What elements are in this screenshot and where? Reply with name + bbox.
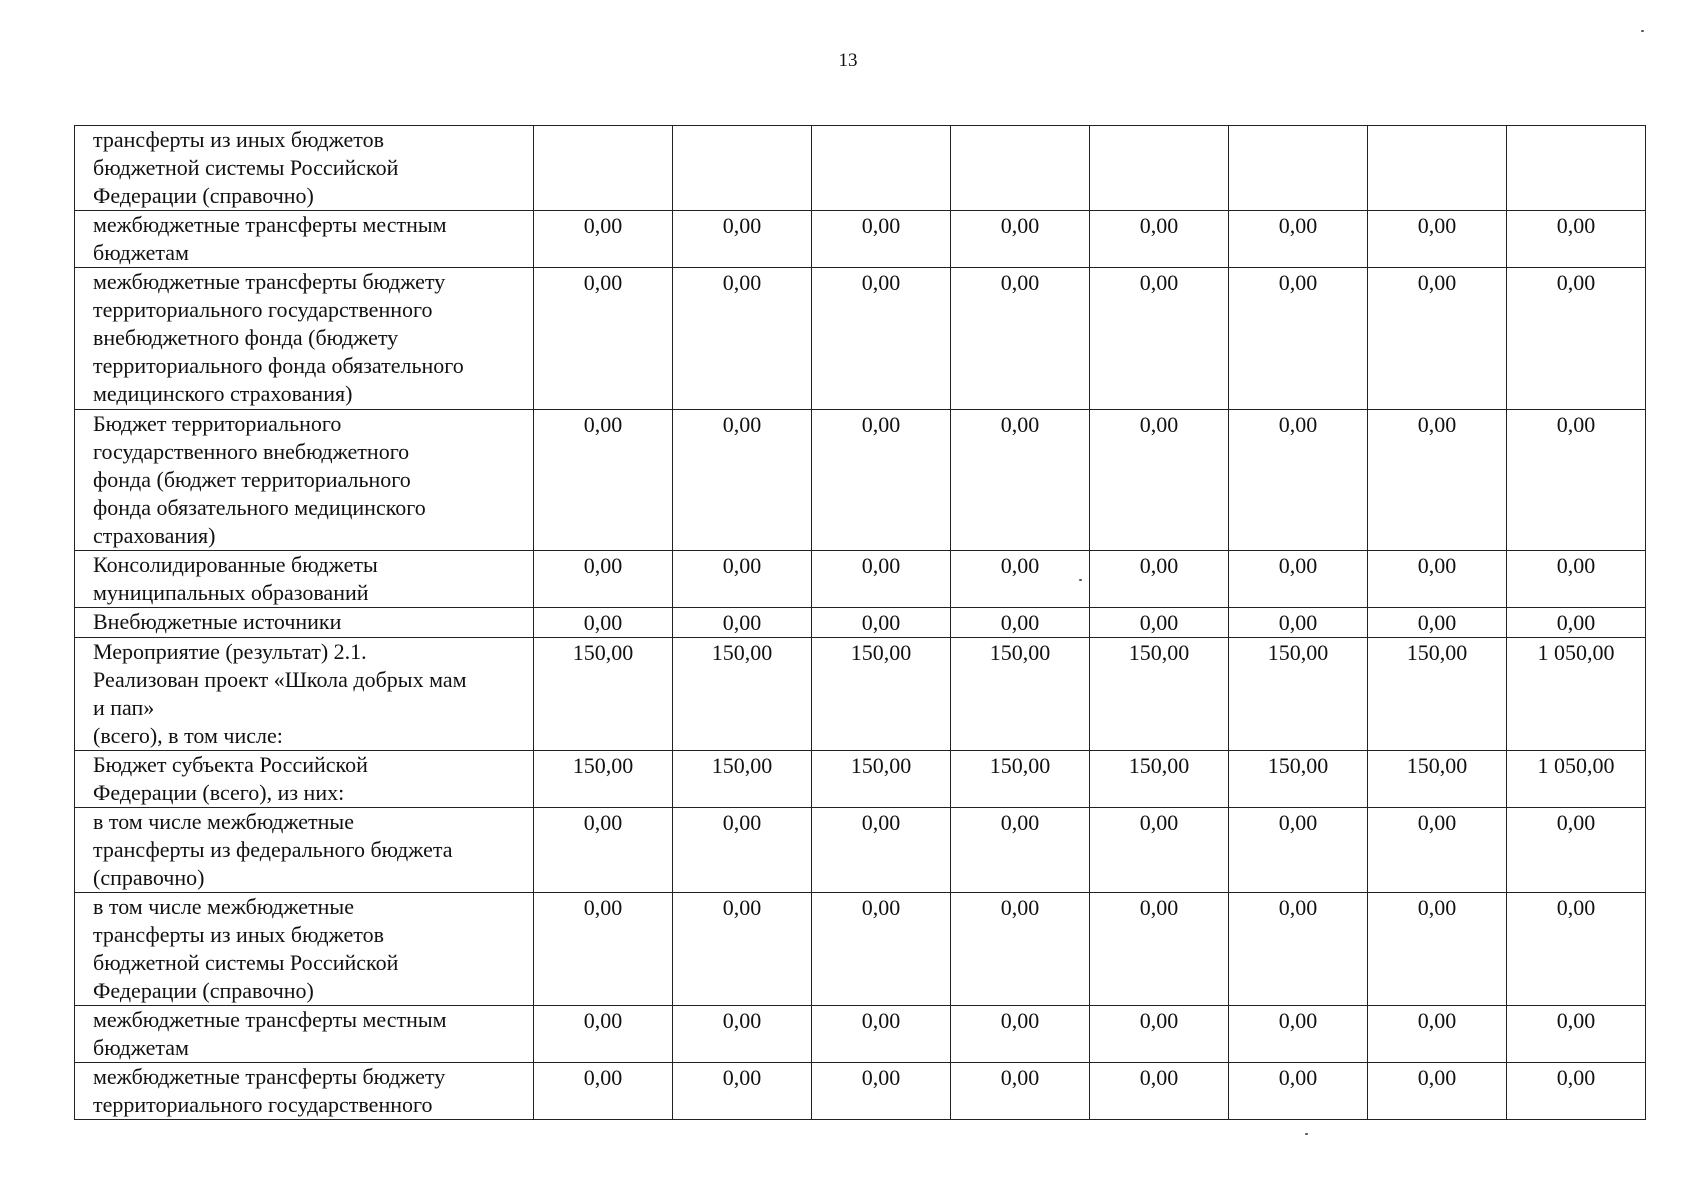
- value-cell: 150,00: [951, 751, 1090, 808]
- value-cell: [1368, 126, 1507, 211]
- value-cell: 0,00: [673, 211, 812, 268]
- table-row: [75, 551, 1646, 608]
- value-cell: 0,00: [951, 1006, 1090, 1063]
- value-cell: 0,00: [534, 1063, 673, 1120]
- value-cell: 0,00: [1229, 1006, 1368, 1063]
- value-cell: 0,00: [534, 268, 673, 410]
- value-cell: 0,00: [673, 1006, 812, 1063]
- scan-speck: [1079, 579, 1082, 581]
- value-cell: 0,00: [1507, 608, 1646, 638]
- scan-speck: [1305, 1133, 1308, 1135]
- page-number: 13: [838, 50, 858, 71]
- scan-speck: [1641, 30, 1644, 32]
- value-cell: 150,00: [673, 638, 812, 751]
- value-cell: 0,00: [951, 268, 1090, 410]
- value-cell: 0,00: [1229, 551, 1368, 608]
- row-label-cell: в том числе межбюджетные трансферты из иных бюджетов бюджетной системы Российской Федерации (справочно): [75, 893, 534, 1006]
- value-cell: [1090, 126, 1229, 211]
- value-cell: 150,00: [1368, 638, 1507, 751]
- value-cell: [1229, 126, 1368, 211]
- value-cell: 0,00: [951, 608, 1090, 638]
- value-cell: 150,00: [673, 751, 812, 808]
- value-cell: 0,00: [673, 268, 812, 410]
- value-cell: 0,00: [1368, 608, 1507, 638]
- value-cell: 0,00: [1090, 551, 1229, 608]
- row-label-cell: Бюджет территориального государственного внебюджетного фонда (бюджет территориального фонда обязательного медицинского страхования): [75, 410, 534, 551]
- table-row: [75, 211, 1646, 268]
- value-cell: 0,00: [1090, 1063, 1229, 1120]
- value-cell: 0,00: [1090, 211, 1229, 268]
- value-cell: 0,00: [1507, 893, 1646, 1006]
- value-cell: 0,00: [1090, 410, 1229, 551]
- value-cell: 0,00: [673, 893, 812, 1006]
- value-cell: [812, 126, 951, 211]
- row-label-cell: межбюджетные трансферты бюджету территориального государственного внебюджетного фонда (бюджету территориального фонда обязательного медицинского страхования): [75, 268, 534, 410]
- value-cell: 1 050,00: [1507, 751, 1646, 808]
- value-cell: 0,00: [534, 893, 673, 1006]
- value-cell: 0,00: [1090, 808, 1229, 893]
- value-cell: 150,00: [812, 638, 951, 751]
- value-cell: 0,00: [1368, 1006, 1507, 1063]
- value-cell: 0,00: [1507, 268, 1646, 410]
- value-cell: 0,00: [534, 211, 673, 268]
- table-row: [75, 1006, 1646, 1063]
- value-cell: 0,00: [951, 211, 1090, 268]
- value-cell: 0,00: [951, 410, 1090, 551]
- value-cell: 0,00: [812, 410, 951, 551]
- value-cell: 0,00: [1368, 893, 1507, 1006]
- value-cell: 0,00: [1229, 808, 1368, 893]
- value-cell: [1507, 126, 1646, 211]
- table-row: [75, 808, 1646, 893]
- value-cell: 150,00: [534, 751, 673, 808]
- value-cell: 0,00: [1090, 893, 1229, 1006]
- value-cell: 0,00: [673, 410, 812, 551]
- value-cell: 150,00: [1229, 751, 1368, 808]
- value-cell: 0,00: [1229, 893, 1368, 1006]
- value-cell: 0,00: [1368, 551, 1507, 608]
- value-cell: [534, 126, 673, 211]
- value-cell: [951, 126, 1090, 211]
- value-cell: 0,00: [812, 608, 951, 638]
- value-cell: 150,00: [1090, 751, 1229, 808]
- row-label-cell: Консолидированные бюджеты муниципальных образований: [75, 551, 534, 608]
- value-cell: 0,00: [1507, 410, 1646, 551]
- value-cell: 0,00: [534, 808, 673, 893]
- value-cell: 150,00: [812, 751, 951, 808]
- value-cell: 0,00: [1368, 808, 1507, 893]
- value-cell: 0,00: [1507, 551, 1646, 608]
- value-cell: 150,00: [951, 638, 1090, 751]
- value-cell: 0,00: [1507, 1006, 1646, 1063]
- value-cell: 0,00: [1368, 211, 1507, 268]
- value-cell: 150,00: [1229, 638, 1368, 751]
- value-cell: 0,00: [951, 551, 1090, 608]
- table-row: [75, 268, 1646, 410]
- row-label-cell: межбюджетные трансферты местным бюджетам: [75, 211, 534, 268]
- value-cell: 0,00: [812, 268, 951, 410]
- value-cell: 0,00: [1507, 1063, 1646, 1120]
- table-row: [75, 893, 1646, 1006]
- row-label-cell: Мероприятие (результат) 2.1. Реализован проект «Школа добрых мам и пап» (всего), в том числе:: [75, 638, 534, 751]
- budget-table: [74, 125, 1646, 1120]
- value-cell: 0,00: [534, 410, 673, 551]
- row-label-cell: Внебюджетные источники: [75, 608, 534, 638]
- value-cell: 0,00: [951, 808, 1090, 893]
- value-cell: 0,00: [1090, 608, 1229, 638]
- budget-table-body: [75, 126, 1646, 1120]
- row-label-cell: трансферты из иных бюджетов бюджетной системы Российской Федерации (справочно): [75, 126, 534, 211]
- table-row: [75, 410, 1646, 551]
- row-label-cell: межбюджетные трансферты местным бюджетам: [75, 1006, 534, 1063]
- value-cell: 0,00: [812, 808, 951, 893]
- table-row: [75, 608, 1646, 638]
- value-cell: 0,00: [534, 1006, 673, 1063]
- table-row: [75, 751, 1646, 808]
- value-cell: 0,00: [1229, 1063, 1368, 1120]
- row-label-cell: Бюджет субъекта Российской Федерации (всего), из них:: [75, 751, 534, 808]
- row-label-cell: межбюджетные трансферты бюджету территориального государственного: [75, 1063, 534, 1120]
- value-cell: 0,00: [812, 551, 951, 608]
- value-cell: 0,00: [812, 893, 951, 1006]
- value-cell: 0,00: [951, 893, 1090, 1006]
- value-cell: 0,00: [673, 551, 812, 608]
- value-cell: [673, 126, 812, 211]
- value-cell: 1 050,00: [1507, 638, 1646, 751]
- value-cell: 0,00: [1229, 211, 1368, 268]
- value-cell: 0,00: [673, 1063, 812, 1120]
- value-cell: 0,00: [812, 1063, 951, 1120]
- value-cell: 150,00: [1090, 638, 1229, 751]
- value-cell: 0,00: [534, 551, 673, 608]
- value-cell: 0,00: [1507, 211, 1646, 268]
- table-row: [75, 638, 1646, 751]
- value-cell: 0,00: [1090, 268, 1229, 410]
- value-cell: 0,00: [534, 608, 673, 638]
- value-cell: 0,00: [1229, 410, 1368, 551]
- value-cell: 150,00: [1368, 751, 1507, 808]
- value-cell: 0,00: [673, 808, 812, 893]
- value-cell: 0,00: [812, 211, 951, 268]
- value-cell: 0,00: [1090, 1006, 1229, 1063]
- value-cell: 0,00: [1368, 268, 1507, 410]
- table-row: [75, 126, 1646, 211]
- row-label-cell: в том числе межбюджетные трансферты из федерального бюджета (справочно): [75, 808, 534, 893]
- value-cell: 150,00: [534, 638, 673, 751]
- value-cell: 0,00: [1507, 808, 1646, 893]
- value-cell: 0,00: [1368, 410, 1507, 551]
- value-cell: 0,00: [1229, 268, 1368, 410]
- value-cell: 0,00: [673, 608, 812, 638]
- value-cell: 0,00: [1368, 1063, 1507, 1120]
- value-cell: 0,00: [812, 1006, 951, 1063]
- table-row: [75, 1063, 1646, 1120]
- value-cell: 0,00: [1229, 608, 1368, 638]
- value-cell: 0,00: [951, 1063, 1090, 1120]
